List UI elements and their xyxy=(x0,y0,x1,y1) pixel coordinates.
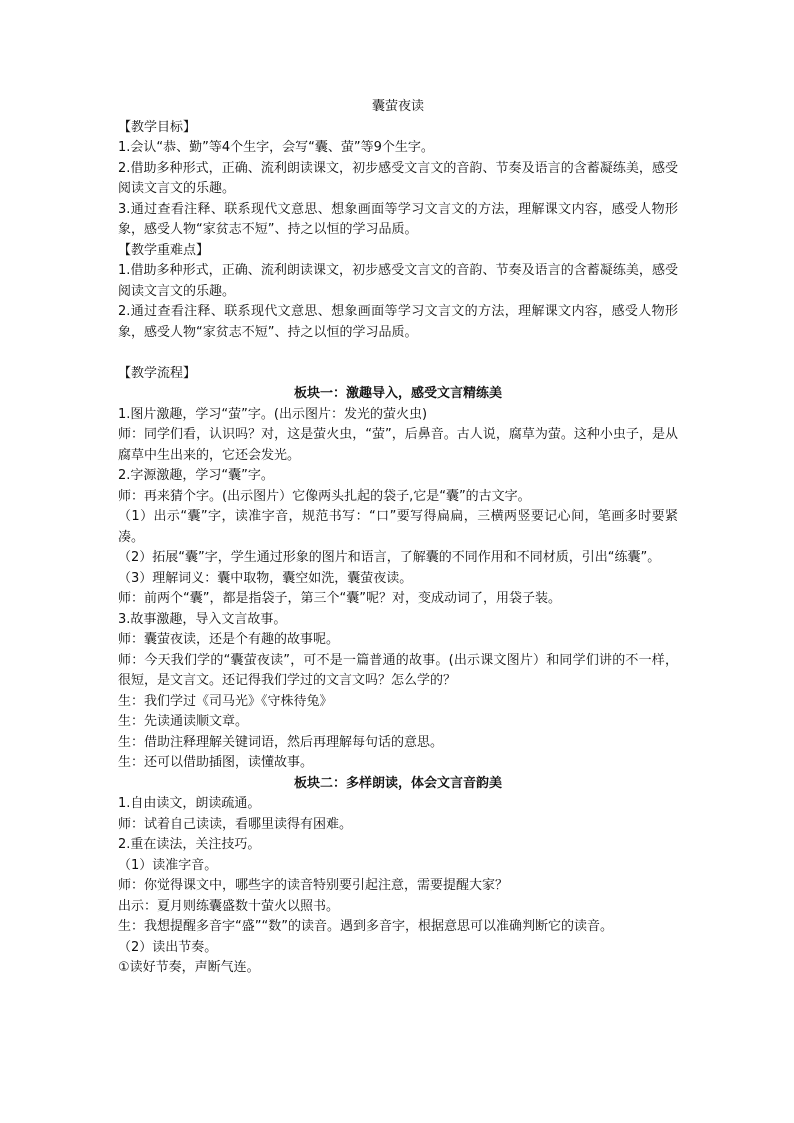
block1-line: 1.图片激趣，学习“萤”字。(出示图片：发光的萤火虫) xyxy=(118,406,428,422)
block1-line: 师：再来猜个字。(出示图片）它像两头扎起的袋子,它是“囊”的古文字。 xyxy=(118,488,531,504)
goals-heading: 【教学目标】 xyxy=(118,119,197,135)
goal-item: 3.通过查看注释、联系现代文意思、想象画面等学习文言文的方法，理解课文内容，感受人物形象，感受人物“家贫志不短”、持之以恒的学习品质。 xyxy=(118,201,678,237)
block2-title: 板块二：多样朗读，体会文言音韵美 xyxy=(293,775,502,791)
key-point-item: 1.借助多种形式，正确、流利朗读课文，初步感受文言文的音韵、节奏及语言的含蓄凝练美，感受阅读文言文的乐趣。 xyxy=(118,263,678,299)
block1-line: 师：前两个“囊”，都是指袋子，第三个“囊”呢？对，变成动词了，用袋子装。 xyxy=(118,591,561,606)
block1-line: 生：先读通读顺文章。 xyxy=(118,714,249,729)
block1-line: 师：同学们看，认识吗？对，这是萤火虫，“萤”，后鼻音。古人说，腐草为萤。这种小虫子，是从腐草中生出来的，它还会发光。 xyxy=(118,427,678,463)
key-points-heading: 【教学重难点】 xyxy=(118,242,210,258)
block2-line: 师：你觉得课文中，哪些字的读音特别要引起注意，需要提醒大家？ xyxy=(118,878,509,893)
goal-item: 2.借助多种形式，正确、流利朗读课文，初步感受文言文的音韵、节奏及语言的含蓄凝练美，感受阅读文言文的乐趣。 xyxy=(118,160,678,196)
block1-line: 3.故事激趣，导入文言故事。 xyxy=(118,611,287,627)
goal-item: 1.会认“恭、勤”等4个生字，会写“囊、萤”等9个生字。 xyxy=(118,140,434,155)
block1-line: （1）出示“囊”字，读准字音，规范书写：“口”要写得扁扁，三横两竖要记心间，笔画多时要紧凑。 xyxy=(118,509,678,545)
block2-line: 师：试着自己读读，看哪里读得有困难。 xyxy=(118,816,353,832)
block2-line: （2）读出节奏。 xyxy=(118,939,218,955)
spacer xyxy=(118,343,678,364)
block2-line: ①读好节奏，声断气连。 xyxy=(118,960,260,975)
block1-line: 师：囊萤夜读，还是个有趣的故事呢。 xyxy=(118,632,340,647)
block1-line: （3）理解词义：囊中取物，囊空如洗，囊萤夜读。 xyxy=(118,570,413,586)
block2-line: 2.重在读法，关注技巧。 xyxy=(118,837,261,852)
document-title: 囊萤夜读 xyxy=(371,99,424,114)
block1-line: 师：今天我们学的“囊萤夜读”，可不是一篇普通的故事。(出示课文图片）和同学们讲的不一样，很短，是文言文。还记得我们学过的文言文吗？怎么学的？ xyxy=(118,652,678,688)
block1-line: 2.字源激趣，学习“囊”字。 xyxy=(118,468,274,483)
block1-line: 生：还可以借助插图，读懂故事。 xyxy=(118,755,314,770)
document-page xyxy=(118,97,678,979)
block1-title: 板块一：激趣导入，感受文言精练美 xyxy=(293,386,502,401)
block1-line: 生：我们学过《司马光》《守株待兔》 xyxy=(118,693,333,709)
block2-line: 1.自由读文，朗读疏通。 xyxy=(118,796,261,811)
block1-line: （2）拓展“囊”字，学生通过形象的图片和语言，了解囊的不同作用和不同材质，引出“练囊”。 xyxy=(118,550,661,565)
block2-line: （1）读准字音。 xyxy=(118,857,218,873)
block2-line: 生：我想提醒多音字“盛”“数”的读音。遇到多音字，根据意思可以准确判断它的读音。 xyxy=(118,919,613,934)
block1-line: 生：借助注释理解关键词语，然后再理解每句话的意思。 xyxy=(118,734,444,750)
block2-line: 出示：夏月则练囊盛数十萤火以照书。 xyxy=(118,898,340,914)
key-point-item: 2.通过查看注释、联系现代文意思、想象画面等学习文言文的方法，理解课文内容，感受人物形象，感受人物“家贫志不短”、持之以恒的学习品质。 xyxy=(118,304,678,340)
process-heading: 【教学流程】 xyxy=(118,365,197,381)
